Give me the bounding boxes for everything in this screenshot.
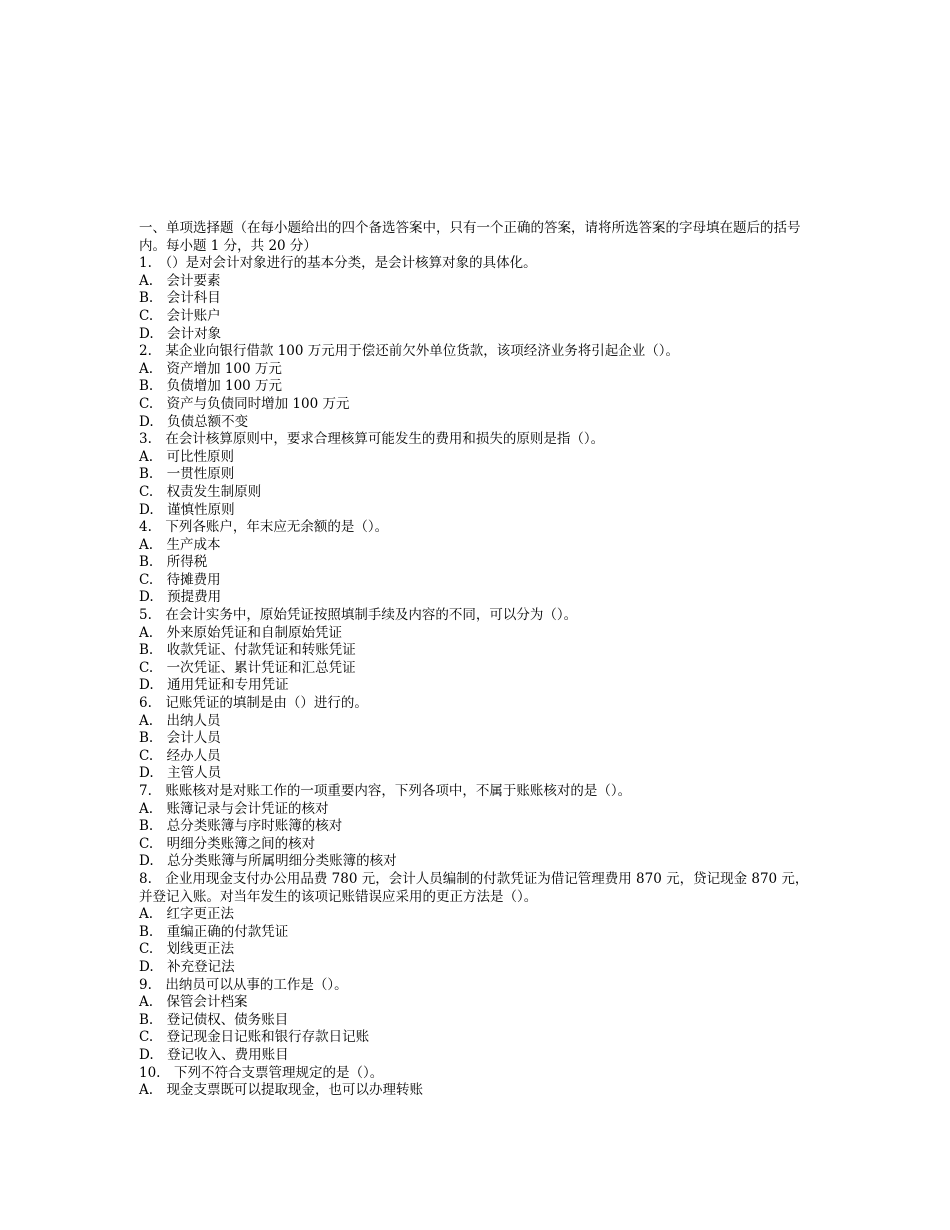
answer-option: A. 账簿记录与会计凭证的核对: [139, 800, 329, 817]
answer-option: B. 负债增加 100 万元: [139, 378, 283, 395]
question-block: [139, 871, 811, 977]
answer-option: A. 会计要素: [139, 272, 221, 289]
answer-option: D. 预提费用: [139, 589, 222, 606]
question-block: [139, 519, 811, 607]
answer-option: B. 重编正确的付款凭证: [139, 923, 289, 940]
answer-option: C. 待摊费用: [139, 571, 221, 588]
question-stem: 5. 在会计实务中，原始凭证按照填制手续及内容的不同，可以分为（）。: [139, 607, 578, 624]
answer-option: A. 资产增加 100 万元: [139, 360, 282, 377]
answer-option: D. 总分类账簿与所属明细分类账簿的核对: [139, 853, 397, 870]
question-stem: 4. 下列各账户，年末应无余额的是（）。: [139, 519, 389, 536]
question-block: [139, 1065, 811, 1100]
question-stem: 2. 某企业向银行借款 100 万元用于偿还前欠外单位货款，该项经济业务将引起企业（）。: [139, 343, 679, 360]
answer-option: B. 一贯性原则: [139, 466, 235, 483]
question-stem: 10. 下列不符合支票管理规定的是（）。: [139, 1064, 384, 1081]
question-stem: 6. 记账凭证的填制是由（）进行的。: [139, 695, 368, 712]
question-stem: 8. 企业用现金支付办公用品费 780 元，会计人员编制的付款凭证为借记管理费用 870 元，贷记现金 870 元，并登记入账。对当年发生的该项记账错误应采用的更正方法是（）。: [139, 870, 809, 905]
section-title: 一、单项选择题（在每小题给出的四个备选答案中，只有一个正确的答案，请将所选答案的字母填在题后的括号内。每小题 1 分，共 20 分）: [139, 220, 801, 254]
answer-option: B. 会计科目: [139, 290, 221, 307]
question-block: [139, 431, 811, 519]
answer-option: B. 收款凭证、付款凭证和转账凭证: [139, 642, 356, 659]
answer-option: A. 出纳人员: [139, 712, 221, 729]
answer-option: D. 通用凭证和专用凭证: [139, 677, 289, 694]
answer-option: C. 权责发生制原则: [139, 483, 262, 500]
answer-option: C. 登记现金日记账和银行存款日记账: [139, 1029, 370, 1046]
document-page: [139, 220, 811, 1100]
answer-option: A. 外来原始凭证和自制原始凭证: [139, 624, 343, 641]
question-block: [139, 783, 811, 871]
answer-option: C. 划线更正法: [139, 941, 235, 958]
answer-option: D. 补充登记法: [139, 958, 235, 975]
answer-option: C. 一次凭证、累计凭证和汇总凭证: [139, 659, 356, 676]
question-block: [139, 607, 811, 695]
question-block: [139, 695, 811, 783]
question-block: [139, 343, 811, 431]
answer-option: C. 会计账户: [139, 307, 221, 324]
answer-option: C. 经办人员: [139, 747, 221, 764]
question-stem: 1. （）是对会计对象进行的基本分类，是会计核算对象的具体化。: [139, 255, 537, 272]
answer-option: A. 生产成本: [139, 536, 221, 553]
question-list: [139, 255, 811, 1100]
question-stem: 7. 账账核对是对账工作的一项重要内容，下列各项中，不属于账账核对的是（）。: [139, 783, 632, 799]
answer-option: D. 登记收入、费用账目: [139, 1046, 289, 1063]
answer-option: D. 会计对象: [139, 325, 222, 342]
answer-option: D. 主管人员: [139, 765, 222, 782]
question-stem: 9. 出纳员可以从事的工作是（）。: [139, 976, 348, 993]
answer-option: A. 现金支票既可以提取现金，也可以办理转账: [139, 1082, 424, 1099]
answer-option: D. 谨慎性原则: [139, 501, 235, 518]
question-stem: 3. 在会计核算原则中，要求合理核算可能发生的费用和损失的原则是指（）。: [139, 431, 605, 448]
answer-option: B. 所得税: [139, 554, 208, 571]
question-block: [139, 255, 811, 343]
answer-option: A. 红字更正法: [139, 906, 235, 923]
answer-option: A. 可比性原则: [139, 448, 235, 465]
answer-option: B. 总分类账簿与序时账簿的核对: [139, 818, 343, 835]
answer-option: C. 明细分类账簿之间的核对: [139, 835, 316, 852]
answer-option: B. 登记债权、债务账目: [139, 1011, 289, 1028]
answer-option: C. 资产与负债同时增加 100 万元: [139, 395, 350, 412]
answer-option: A. 保管会计档案: [139, 994, 248, 1011]
answer-option: B. 会计人员: [139, 730, 221, 747]
question-block: [139, 977, 811, 1065]
answer-option: D. 负债总额不变: [139, 413, 249, 430]
